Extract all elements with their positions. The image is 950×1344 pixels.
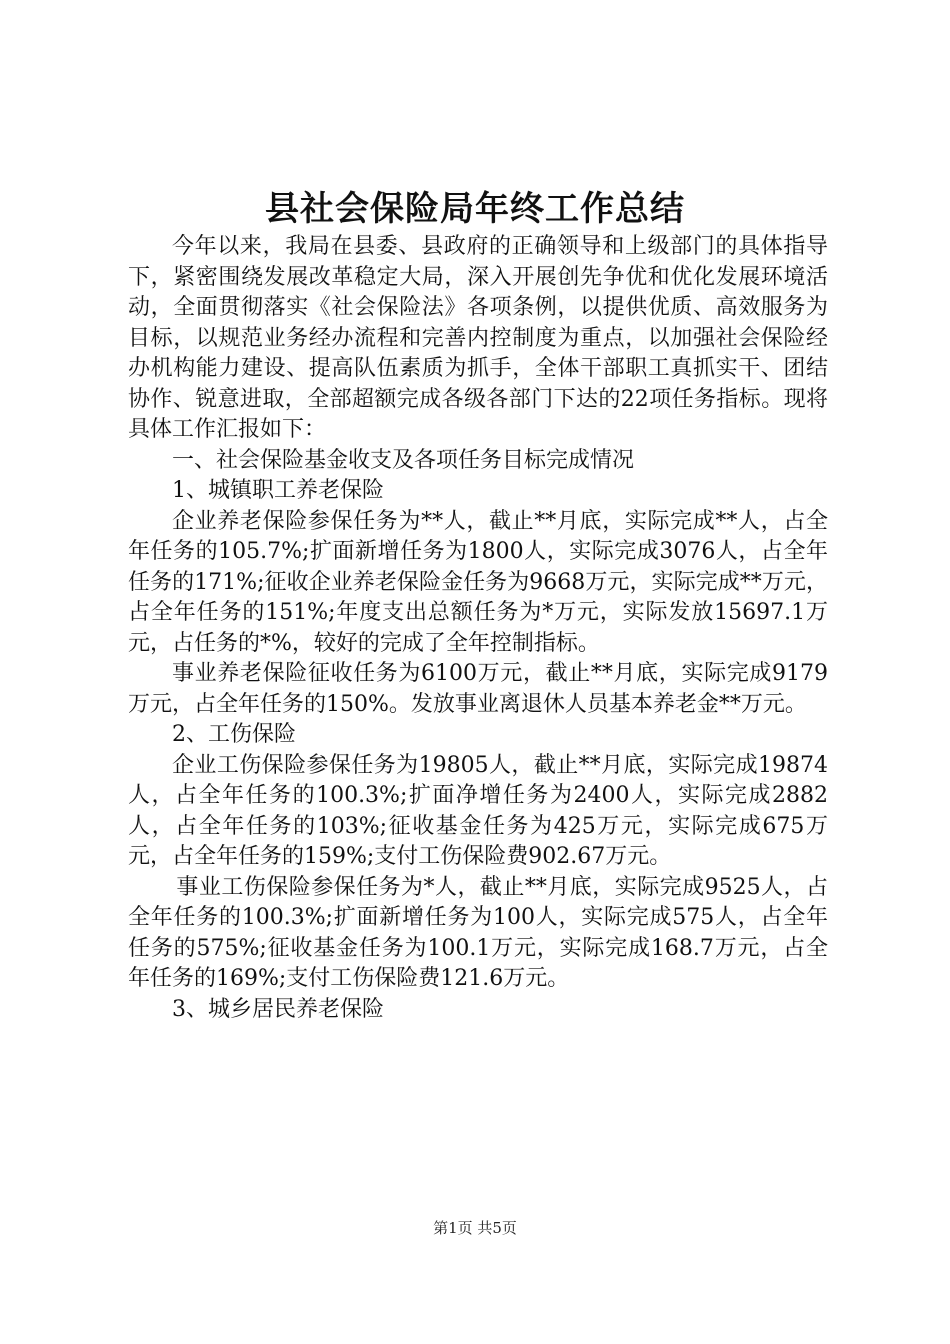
enterprise-injury-paragraph: 企业工伤保险参保任务为19805人，截止**月底，实际完成19874人，占全年任务的100.3%;扩面净增任务为2400人，实际完成2882人，占全年任务的103%;征收基金任务为425万元，实际完成675万元，占全年任务的159%;支付工伤保险费902.67万元。 [128,752,828,869]
page-footer: 第1页 共5页 [433,1219,517,1237]
intro-paragraph: 今年以来，我局在县委、县政府的正确领导和上级部门的具体指导下，紧密围绕发展改革稳定大局，深入开展创先争优和优化发展环境活动，全面贯彻落实《社会保险法》各项条例，以提供优质、高效服务为目标，以规范业务经办流程和完善内控制度为重点，以加强社会保险经办机构能力建设、提高队伍素质为抓手，全体干部职工真抓实干、团结协作、锐意进取，全部超额完成各级各部门下达的22项任务指标。现将具体工作汇报如下： [128,234,828,442]
section-heading-1: 一、社会保险基金收支及各项任务目标完成情况 [172,447,635,473]
subsection-heading-pension: 1、城镇职工养老保险 [172,478,384,503]
enterprise-pension-paragraph: 企业养老保险参保任务为**人，截止**月底，实际完成**人，占全年任务的105.7%;扩面新增任务为1800人，实际完成3076人，占全年任务的171%;征收企业养老保险金任务为9668万元，实际完成**万元，占全年任务的151%;年度支出总额任务为*万元，实际发放15697.1万元，占任务的*%，较好的完成了全年控制指标。 [128,508,828,656]
public-institution-injury-paragraph: 事业工伤保险参保任务为*人，截止**月底，实际完成9525人，占全年任务的100.3%;扩面新增任务为100人，实际完成575人，占全年任务的575%;征收基金任务为100.1万元，实际完成168.7万元，占全年任务的169%;支付工伤保险费121.6万元。 [128,874,828,991]
document-body [128,232,828,1025]
subsection-heading-residents-pension: 3、城乡居民养老保险 [172,996,384,1022]
subsection-heading-injury: 2、工伤保险 [172,722,296,747]
document-title: 县社会保险局年终工作总结 [265,189,685,229]
public-institution-pension-paragraph: 事业养老保险征收任务为6100万元，截止**月底，实际完成9179万元，占全年任务的150%。发放事业离退休人员基本养老金**万元。 [128,661,828,717]
